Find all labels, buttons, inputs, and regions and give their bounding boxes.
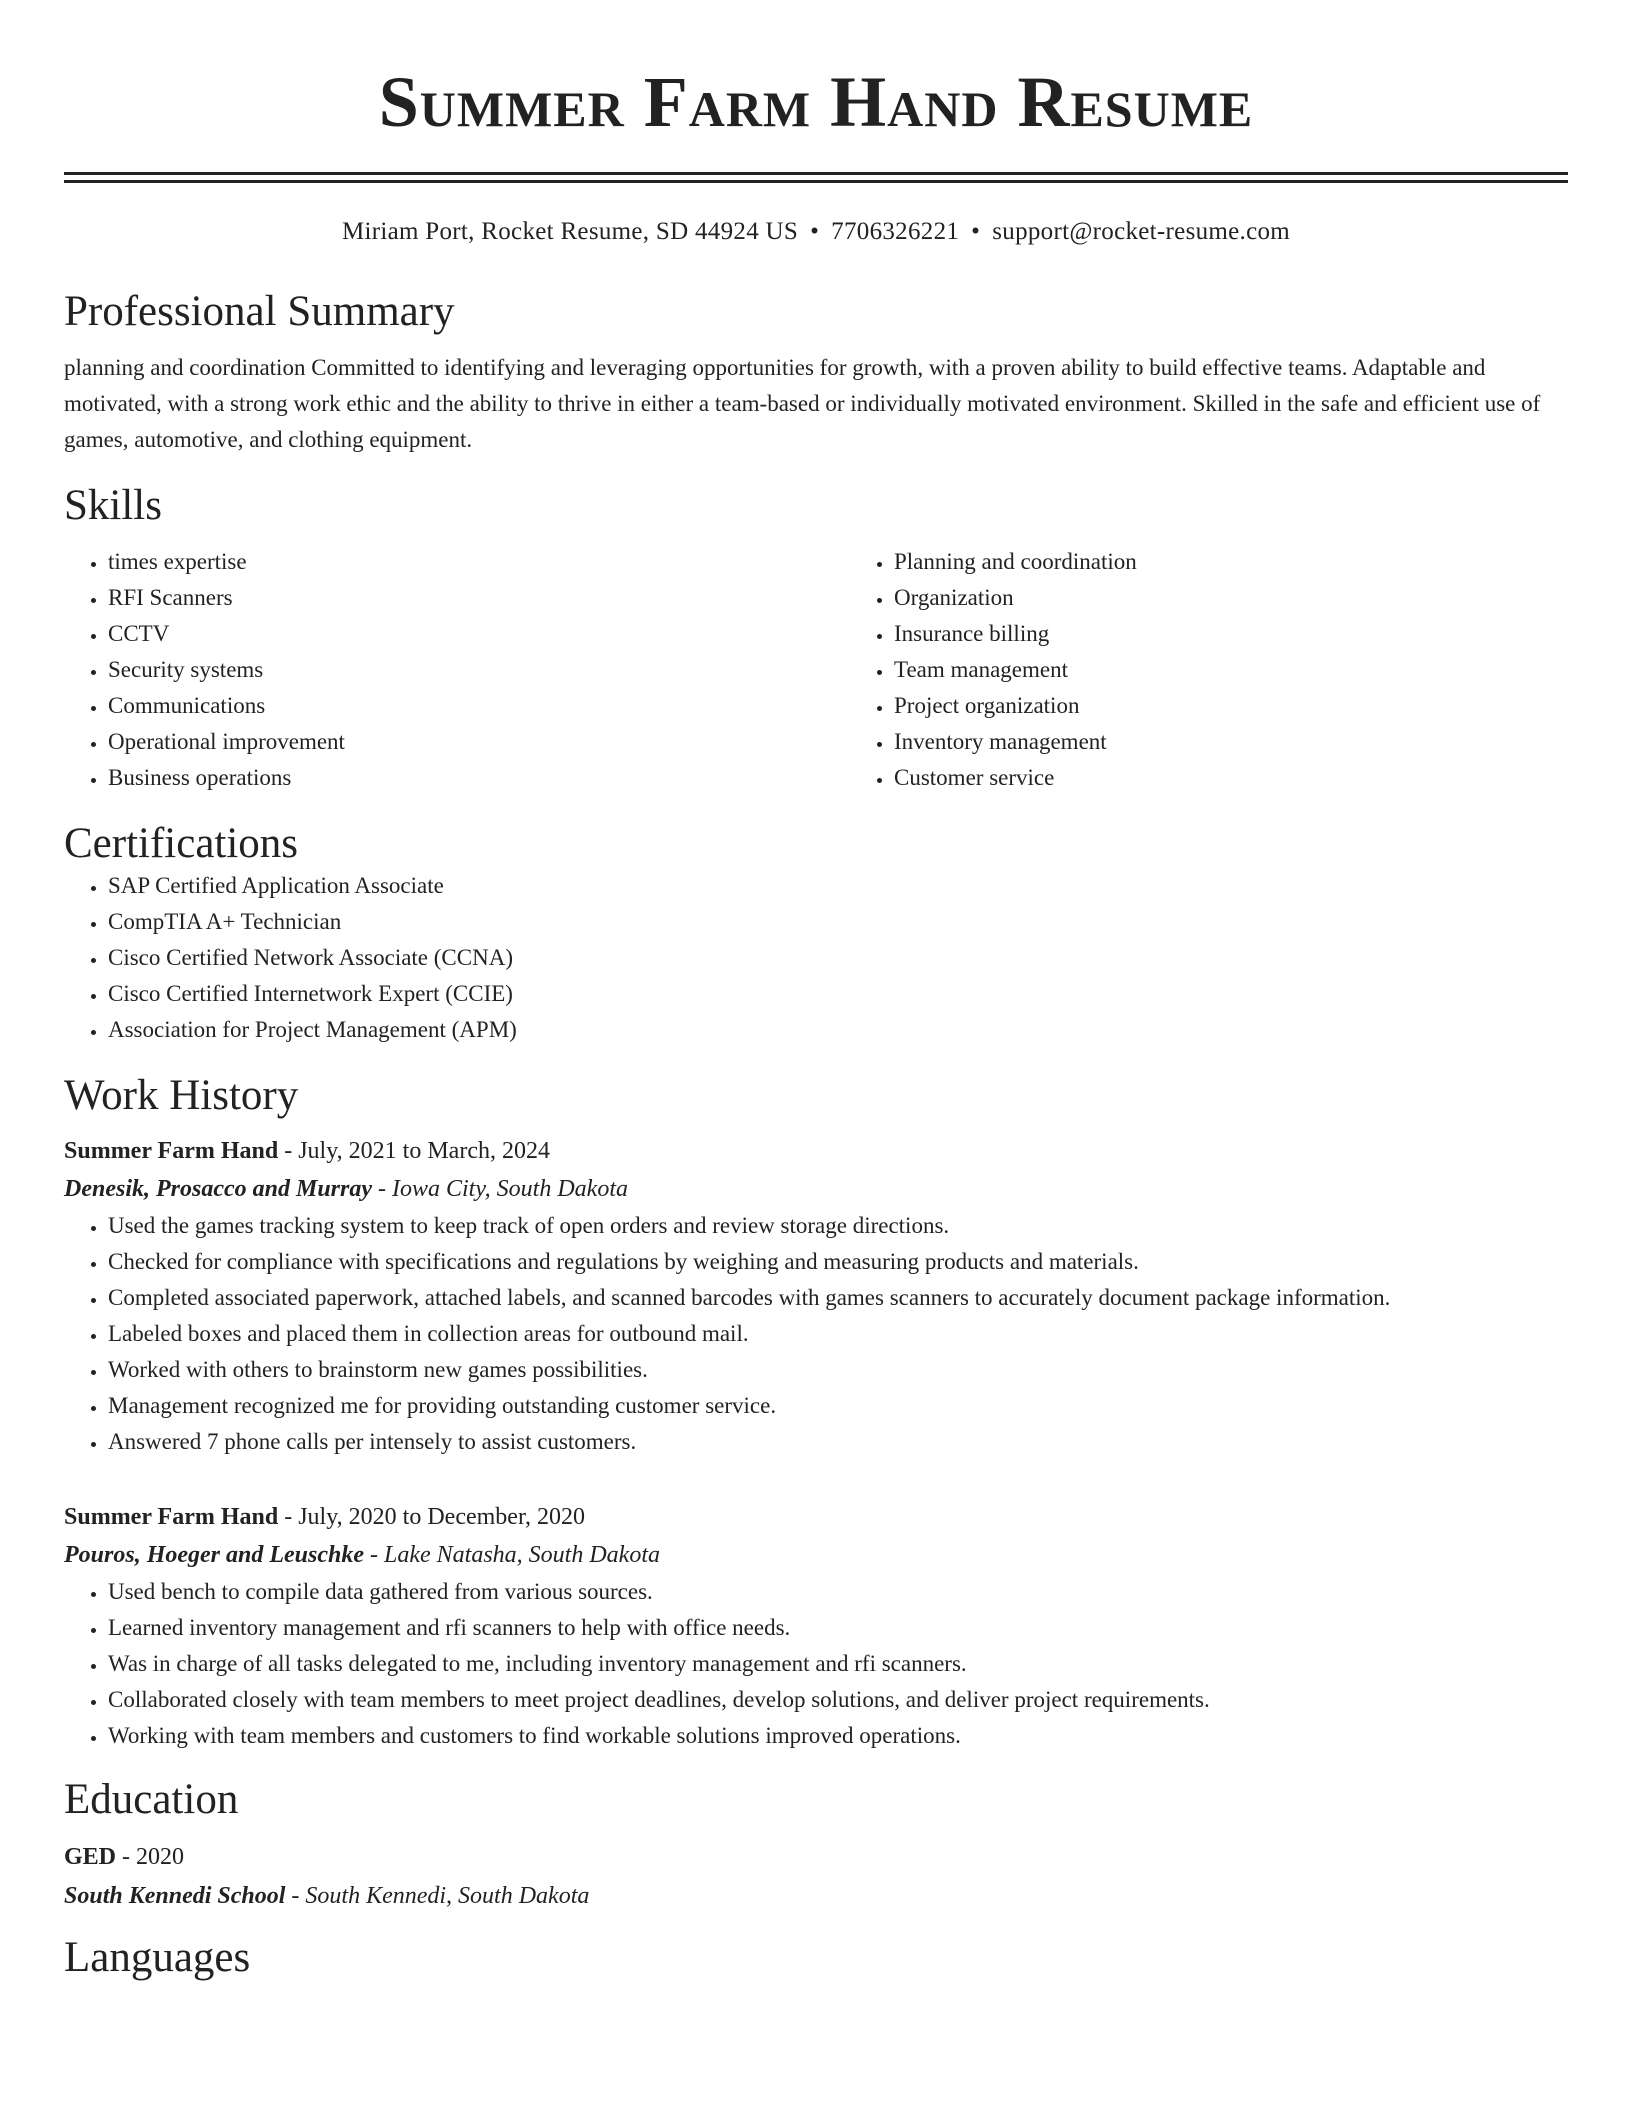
skill-item: • Planning and coordination: [894, 544, 1568, 580]
job-bullets: [64, 1208, 1568, 1460]
skill-item: • times expertise: [108, 544, 850, 580]
job-entry: [64, 1132, 1568, 1460]
job-header: [64, 1132, 1568, 1170]
certification-item: • Cisco Certified Internetwork Expert (CCIE): [108, 976, 1568, 1012]
contact-separator: •: [810, 218, 820, 245]
skill-item: • Team management: [894, 652, 1568, 688]
job-bullet: • Used bench to compile data gathered from various sources.: [108, 1574, 1568, 1610]
skill-item: • Customer service: [894, 760, 1568, 796]
job-bullet: • Learned inventory management and rfi scanners to help with office needs.: [108, 1610, 1568, 1646]
education-degree: GED: [64, 1844, 117, 1870]
certification-item: • SAP Certified Application Associate: [108, 868, 1568, 904]
contact-separator: •: [971, 218, 981, 245]
section-heading-skills: Skills: [64, 482, 162, 529]
skill-item: • Organization: [894, 580, 1568, 616]
job-bullet: • Worked with others to brainstorm new games possibilities.: [108, 1352, 1568, 1388]
summary-text: planning and coordination Committed to identifying and leveraging opportunities for growth, with a proven ability to build effective teams. Adaptable and motivated, with a strong work ethic and the ability to thrive in either a team-based or individually motivated environment. Skilled in the safe and efficient use of games, automotive, and clothing equipment.: [64, 355, 1541, 452]
skills-list-right: [850, 544, 1568, 796]
job-employer: [64, 1536, 1568, 1574]
skill-item: • Insurance billing: [894, 616, 1568, 652]
skill-item: • Security systems: [108, 652, 850, 688]
job-location: - Lake Natasha, South Dakota: [364, 1542, 660, 1568]
job-header: [64, 1498, 1568, 1536]
contact-email: support@rocket-resume.com: [992, 218, 1291, 245]
skills-columns: [64, 544, 1568, 796]
job-bullet: • Answered 7 phone calls per intensely to assist customers.: [108, 1424, 1568, 1460]
job-company: Denesik, Prosacco and Murray: [64, 1176, 373, 1202]
section-heading-education: Education: [64, 1776, 239, 1823]
skill-item: • Business operations: [108, 760, 850, 796]
job-bullet: • Collaborated closely with team members to meet project deadlines, develop solutions, and deliver project requirements.: [108, 1682, 1568, 1718]
job-company: Pouros, Hoeger and Leuschke: [64, 1542, 364, 1568]
contact-line: [64, 217, 1568, 247]
skill-item: • CCTV: [108, 616, 850, 652]
section-heading-certifications: Certifications: [64, 820, 299, 867]
job-bullet: • Used the games tracking system to keep track of open orders and review storage directions.: [108, 1208, 1568, 1244]
section-heading-languages: Languages: [64, 1934, 251, 1981]
certification-item: • CompTIA A+ Technician: [108, 904, 1568, 940]
job-bullets: [64, 1574, 1568, 1754]
contact-phone: 7706326221: [831, 218, 960, 245]
skill-item: • Communications: [108, 688, 850, 724]
title-double-rule: [64, 172, 1568, 183]
job-bullet: • Was in charge of all tasks delegated to me, including inventory management and rfi scanners.: [108, 1646, 1568, 1682]
section-heading-work-history: Work History: [64, 1072, 299, 1119]
section-heading-summary: Professional Summary: [64, 288, 455, 335]
job-location: - Iowa City, South Dakota: [372, 1176, 628, 1202]
skill-item: • Operational improvement: [108, 724, 850, 760]
skills-list-left: [64, 544, 850, 796]
resume-title: Summer Farm Hand Resume: [378, 62, 1254, 142]
education-year: - 2020: [116, 1844, 185, 1870]
job-title: Summer Farm Hand: [64, 1138, 279, 1164]
certification-item: • Association for Project Management (APM): [108, 1012, 1568, 1048]
certification-item: • Cisco Certified Network Associate (CCNA): [108, 940, 1568, 976]
skill-item: • Inventory management: [894, 724, 1568, 760]
job-dates: - July, 2021 to March, 2024: [278, 1138, 550, 1164]
job-bullet: • Labeled boxes and placed them in collection areas for outbound mail.: [108, 1316, 1568, 1352]
job-dates: - July, 2020 to December, 2020: [278, 1504, 585, 1530]
job-entry: [64, 1498, 1568, 1754]
job-bullet: • Management recognized me for providing outstanding customer service.: [108, 1388, 1568, 1424]
job-bullet: • Checked for compliance with specifications and regulations by weighing and measuring products and materials.: [108, 1244, 1568, 1280]
job-employer: [64, 1170, 1568, 1208]
job-title: Summer Farm Hand: [64, 1504, 279, 1530]
contact-address: Miriam Port, Rocket Resume, SD 44924 US: [341, 218, 799, 245]
job-bullet: • Completed associated paperwork, attached labels, and scanned barcodes with games scanners to accurately document package information.: [108, 1280, 1568, 1316]
job-bullet: • Working with team members and customers to find workable solutions improved operations.: [108, 1718, 1568, 1754]
education-school-line: [64, 1876, 1568, 1916]
certifications-list: [64, 868, 1568, 1048]
skill-item: • Project organization: [894, 688, 1568, 724]
education-degree-line: [64, 1838, 1568, 1876]
education-location: - South Kennedi, South Dakota: [285, 1883, 590, 1909]
education-school: South Kennedi School: [64, 1883, 286, 1909]
skill-item: • RFI Scanners: [108, 580, 850, 616]
